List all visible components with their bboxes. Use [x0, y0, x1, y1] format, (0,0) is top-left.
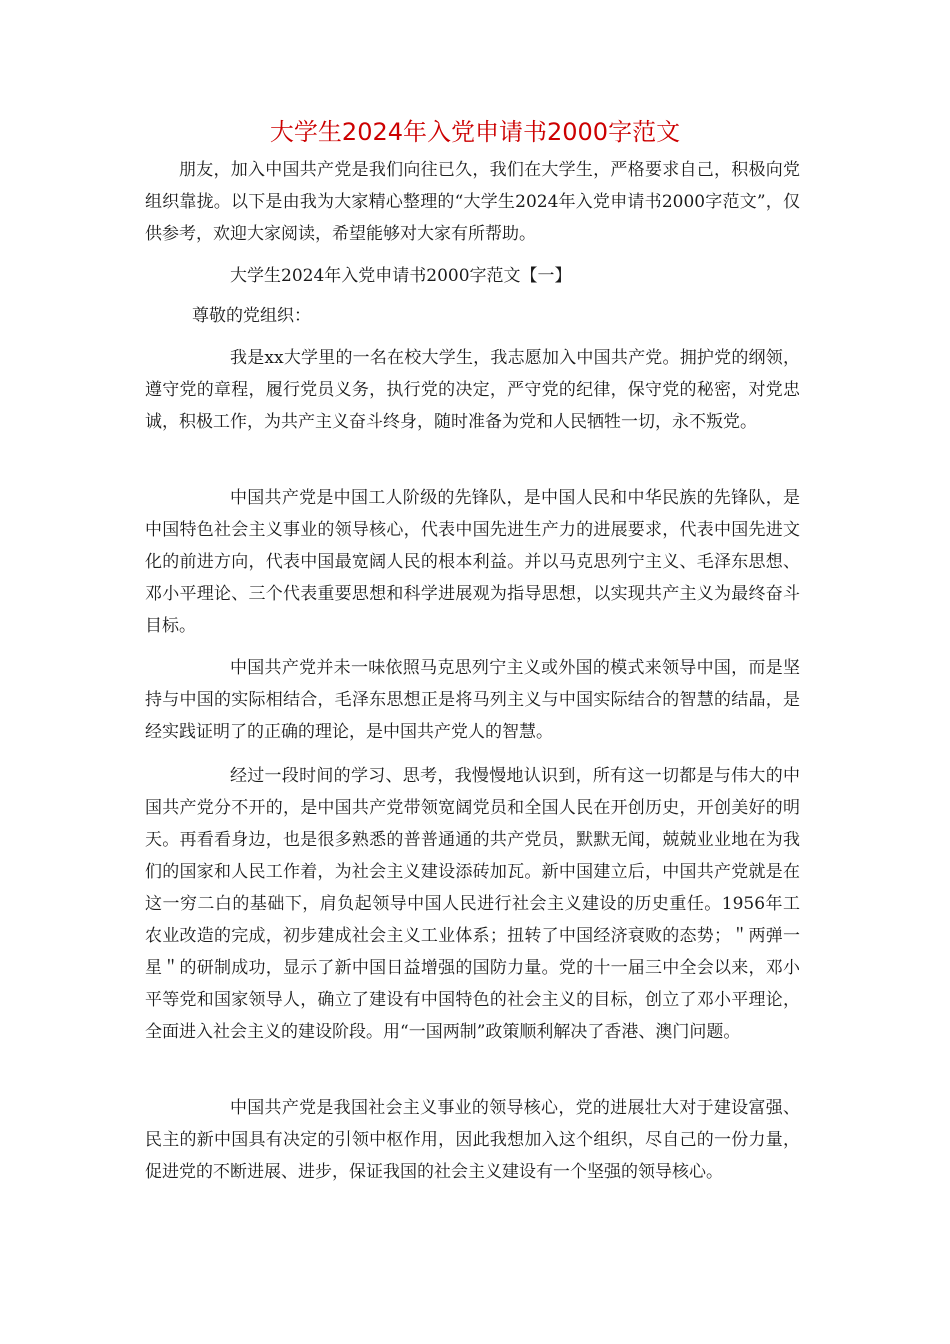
- salutation: 尊敬的党组织：: [192, 306, 311, 326]
- intro-paragraph: 朋友，加入中国共产党是我们向往已久，我们在大学生，严格要求自己，积极向党组织靠拢。以下是由我为大家精心整理的“大学生2024年入党申请书2000字范文”，仅供参考，欢迎大家阅读，希望能够对大家有所帮助。: [145, 160, 800, 244]
- body-paragraph-5: 中国共产党是我国社会主义事业的领导核心，党的进展壮大对于建设富强、民主的新中国具有决定的引领中枢作用，因此我想加入这个组织，尽自己的一份力量，促进党的不断进展、进步，保证我国的社会主义建设有一个坚强的领导核心。: [145, 1098, 800, 1182]
- body-paragraph-4: 经过一段时间的学习、思考，我慢慢地认识到，所有这一切都是与伟大的中国共产党分不开的，是中国共产党带领宽阔党员和全国人民在开创历史，开创美好的明天。再看看身边，也是很多熟悉的普普通通的共产党员，默默无闻，兢兢业业地在为我们的国家和人民工作着，为社会主义建设添砖加瓦。新中国建立后，中国共产党就是在这一穷二白的基础下，肩负起领导中国人民进行社会主义建设的历史重任。1956年工农业改造的完成，初步建成社会主义工业体系；扭转了中国经济衰败的态势；＂两弹一星＂的研制成功，显示了新中国日益增强的国防力量。党的十一届三中全会以来，邓小平等党和国家领导人，确立了建设有中国特色的社会主义的目标，创立了邓小平理论，全面进入社会主义的建设阶段。用“一国两制”政策顺利解决了香港、澳门问题。: [145, 766, 800, 1042]
- section-heading: 大学生2024年入党申请书2000字范文【一】: [230, 266, 572, 286]
- body-paragraph-1: 我是xx大学里的一名在校大学生，我志愿加入中国共产党。拥护党的纲领，遵守党的章程，履行党员义务，执行党的决定，严守党的纪律，保守党的秘密，对党忠诚，积极工作，为共产主义奋斗终身，随时准备为党和人民牺牲一切，永不叛党。: [145, 348, 800, 432]
- body-paragraph-2: 中国共产党是中国工人阶级的先锋队，是中国人民和中华民族的先锋队，是中国特色社会主义事业的领导核心，代表中国先进生产力的进展要求，代表中国先进文化的前进方向，代表中国最宽阔人民的根本利益。并以马克思列宁主义、毛泽东思想、邓小平理论、三个代表重要思想和科学进展观为指导思想，以实现共产主义为最终奋斗目标。: [145, 488, 800, 636]
- body-paragraph-3: 中国共产党并未一味依照马克思列宁主义或外国的模式来领导中国，而是坚持与中国的实际相结合，毛泽东思想正是将马列主义与中国实际结合的智慧的结晶，是经实践证明了的正确的理论，是中国共产党人的智慧。: [145, 658, 800, 742]
- document-title: 大学生2024年入党申请书2000字范文: [269, 118, 681, 146]
